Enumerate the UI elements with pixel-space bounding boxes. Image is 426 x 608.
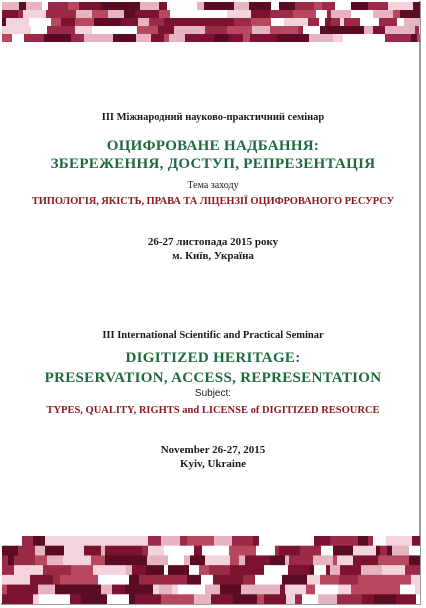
- ua-place: м. Київ, Україна: [172, 250, 254, 262]
- bottom-decorative-band: [2, 536, 420, 604]
- ua-title-line-1: ОЦИФРОВАНЕ НАДБАННЯ:: [106, 138, 320, 154]
- en-seminar-intro: III International Scientific and Practical Seminar: [102, 330, 324, 341]
- ua-date: 26-27 листопада 2015 року: [147, 236, 279, 248]
- en-topic-label: Subject:: [194, 388, 232, 399]
- en-place: Kyiv, Ukraine: [179, 458, 246, 470]
- ua-seminar-intro: III Міжнародний науково-практичний семінар: [101, 112, 325, 123]
- ua-title-line-2: ЗБЕРЕЖЕННЯ, ДОСТУП, РЕПРЕЗЕНТАЦІЯ: [50, 156, 376, 172]
- en-title-line-1: DIGITIZED HERITAGE:: [125, 350, 301, 366]
- ua-topic: ТИПОЛОГІЯ, ЯКІСТЬ, ПРАВА ТА ЛІЦЕНЗІЇ ОЦИФРОВАНОГО РЕСУРСУ: [31, 196, 395, 207]
- page-frame: [1, 1, 421, 605]
- en-title-line-2: PRESERVATION, ACCESS, REPRESENTATION: [44, 370, 382, 386]
- en-date: November 26-27, 2015: [160, 444, 266, 456]
- top-decorative-band: [2, 2, 420, 42]
- en-topic: TYPES, QUALITY, RIGHTS and LICENSE of DIGITIZED RESOURCE: [46, 405, 380, 416]
- ua-topic-label: Тема заходу: [187, 180, 239, 191]
